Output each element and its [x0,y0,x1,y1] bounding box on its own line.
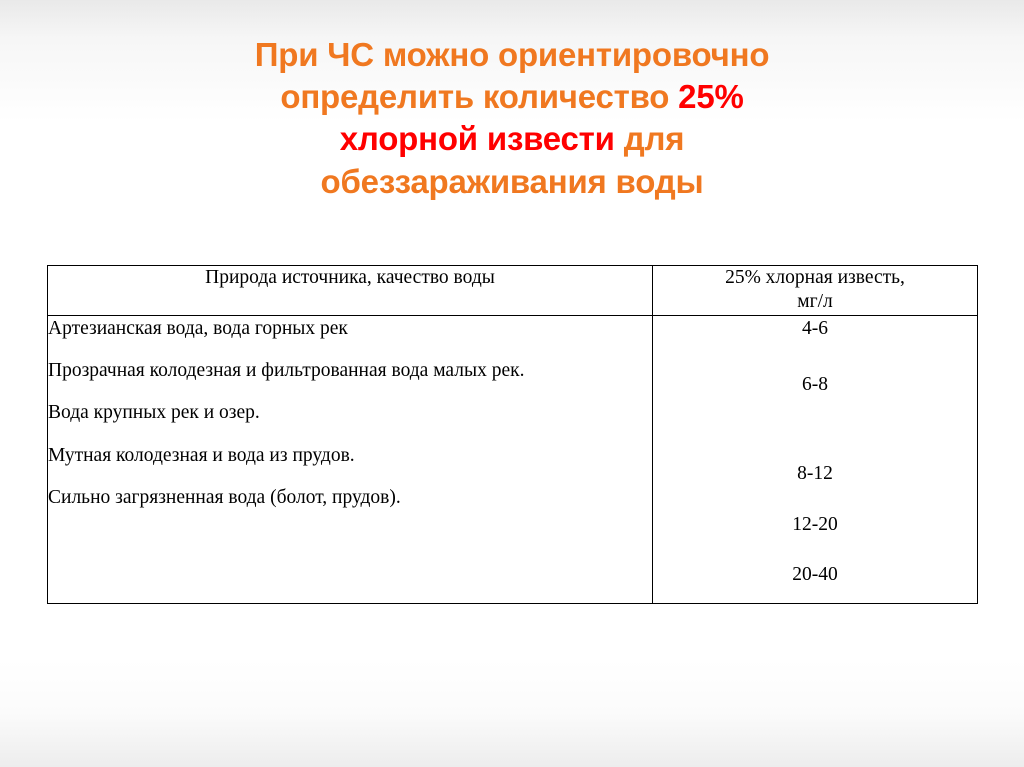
table-cell-doses [653,315,978,604]
table-container [47,265,977,604]
table-header-dose-line2: мг/л [797,291,833,313]
list-item-value: 4-6 [802,317,828,339]
list-item-value: 8-12 [797,463,833,485]
title-segment-red: хлорной извести [339,120,615,158]
title-segment-orange: обеззараживания воды [320,162,704,200]
title-segment-orange: При ЧС можно ориентировочно [254,36,770,73]
table-header-source: Природа источника, качество воды [48,266,653,316]
list-item: Прозрачная колодезная и фильтрованная вода малых рек. [48,360,525,382]
title-line-3 [60,118,964,160]
title-line-4 [60,161,964,203]
list-item: Мутная колодезная и вода из прудов. [48,444,355,466]
table-header-row [48,266,978,316]
list-item-value: 6-8 [802,374,828,396]
table-body-row [48,315,978,604]
table-cell-spacer [48,527,652,603]
list-item: Сильно загрязненная вода (болот, прудов). [48,487,401,508]
table-cell-sources [48,315,653,604]
list-item: Вода крупных рек и озер. [48,402,260,424]
title-line-2 [60,76,964,118]
table-header-dose-line1: 25% хлорная известь, [725,267,905,288]
chlorine-dose-table [47,265,978,604]
list-item-value: 20-40 [792,564,838,585]
title-segment-percent: 25% [678,78,744,116]
page-title [0,0,1024,203]
list-item: Артезианская вода, вода горных рек [48,317,348,339]
table-header-dose [653,266,978,316]
title-line-1 [60,34,964,76]
list-item-value: 12-20 [792,513,838,535]
title-segment-orange: для [614,120,685,158]
title-segment-orange: определить количество [280,78,679,116]
